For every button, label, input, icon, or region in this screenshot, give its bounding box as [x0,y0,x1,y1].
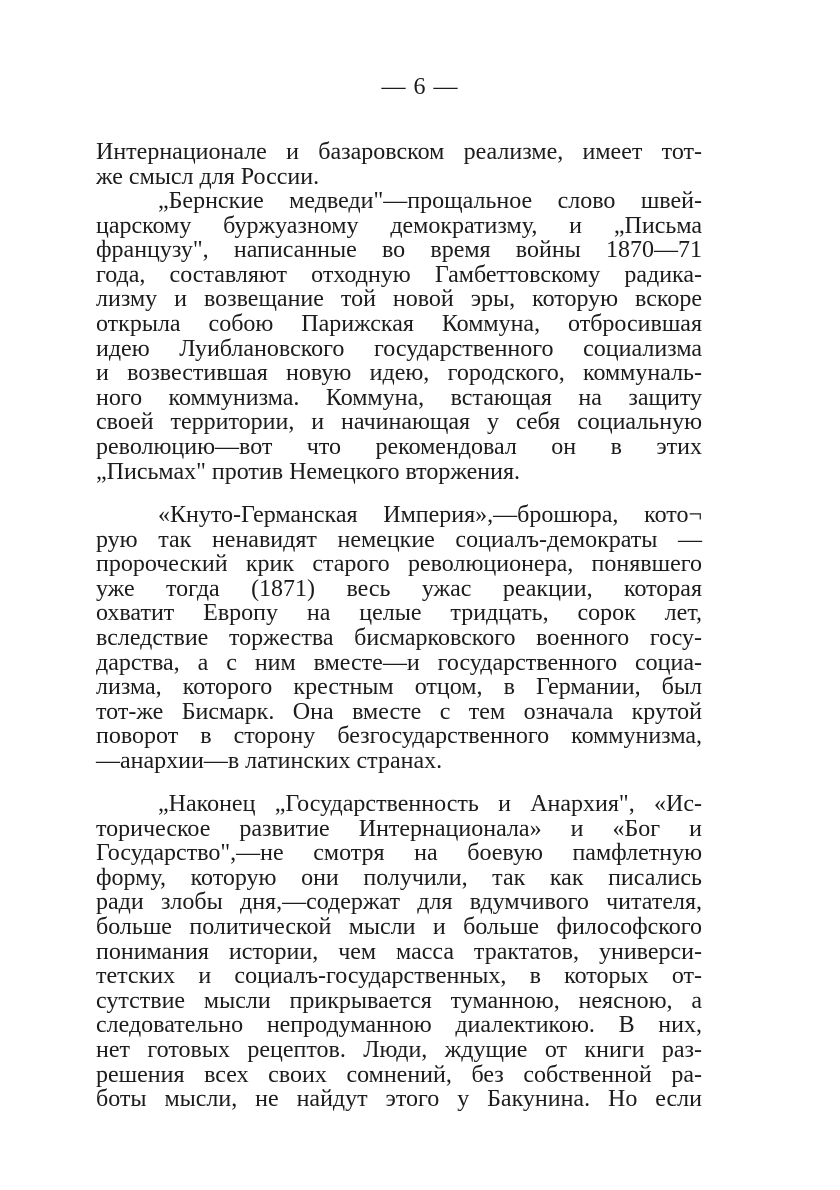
text-line: понимания истории, чем масса трактатов, универси- [96,938,702,965]
text-line: „Наконец „Государственность и Анархия", «Ис- [158,791,702,817]
paragraph [96,189,702,484]
text-line: торическое развитие Интернационала» и «Бог и [96,815,702,842]
text-line: идею Луиблановского государственного социализма [96,335,702,362]
text-line: боты мысли, не найдут этого у Бакунина. Но если [96,1086,702,1113]
text-line: „Письмах" против Немецкого вторжения. [96,458,520,485]
text-line: охватит Европу на целые тридцать, сорок лет, [96,600,702,627]
text-line: нет готовых рецептов. Люди, ждущие от книги раз- [96,1036,702,1063]
text-line: «Кнуто-Германская Империя»,—брошюра, кото¬ [158,502,702,528]
text-line: поворот в сторону безгосударственного коммунизма, [96,723,702,750]
text-line: ного коммунизма. Коммуна, встающая на защиту [96,384,702,411]
text-line: лизма, которого крестным отцом, в Германии, был [96,674,702,701]
paragraph [96,503,702,774]
text-line: года, составляют отходную Гамбеттовскому радика- [96,261,702,288]
text-line: форму, которую они получили, так как писались [96,864,702,891]
text-line: рую так ненавидят немецкие социалъ-демократы — [96,526,702,553]
text-line: лизму и возвещание той новой эры, которую вскоре [96,286,702,313]
text-line: —анархии—в латинских странах. [96,747,443,774]
text-line: решения всех своих сомнений, без собственной ра- [96,1061,702,1088]
text-line: же смысл для России. [96,163,320,190]
text-line: и возвестившая новую идею, городского, коммуналь- [96,360,702,387]
paragraph [96,140,702,189]
text-line: царскому буржуазному демократизму, и „Письма [96,212,702,239]
text-line: больше политической мысли и больше философского [96,913,702,940]
text-line: следовательно непродуманною диалектикою. В них, [96,1012,702,1039]
text-line: французу", написанные во время войны 1870—71 [96,237,702,264]
page-number: — 6 — [381,74,459,100]
text-line: открыла собою Парижская Коммуна, отбросившая [96,310,702,337]
text-line: ради злобы дня,—содержат для вдумчивого читателя, [96,889,702,916]
text-line: пророческий крик старого революционера, понявшего [96,551,702,578]
text-line: тетских и социалъ-государственных, в которых от- [96,963,702,990]
text-line: вследствие торжества бисмарковского военного госу- [96,624,702,651]
text-line: дарства, а с ним вместе—и государственного социа- [96,649,702,676]
text-line: Государство",—не смотря на боевую памфлетную [96,840,702,867]
text-line: тот-же Бисмарк. Она вместе с тем означала крутой [96,698,702,725]
text-line: сутствие мысли прикрывается туманною, неясною, а [96,987,702,1014]
paragraph [96,792,702,1112]
text-line: Интернационале и базаровском реализме, имеет тот- [96,139,702,165]
text-line: „Бернские медведи"—прощальное слово швей- [158,188,702,214]
text-line: уже тогда (1871) весь ужас реакции, которая [96,575,702,602]
text-line: своей территории, и начинающая у себя социальную [96,409,702,436]
text-line: революцию—вот что рекомендовал он в этих [96,433,702,460]
